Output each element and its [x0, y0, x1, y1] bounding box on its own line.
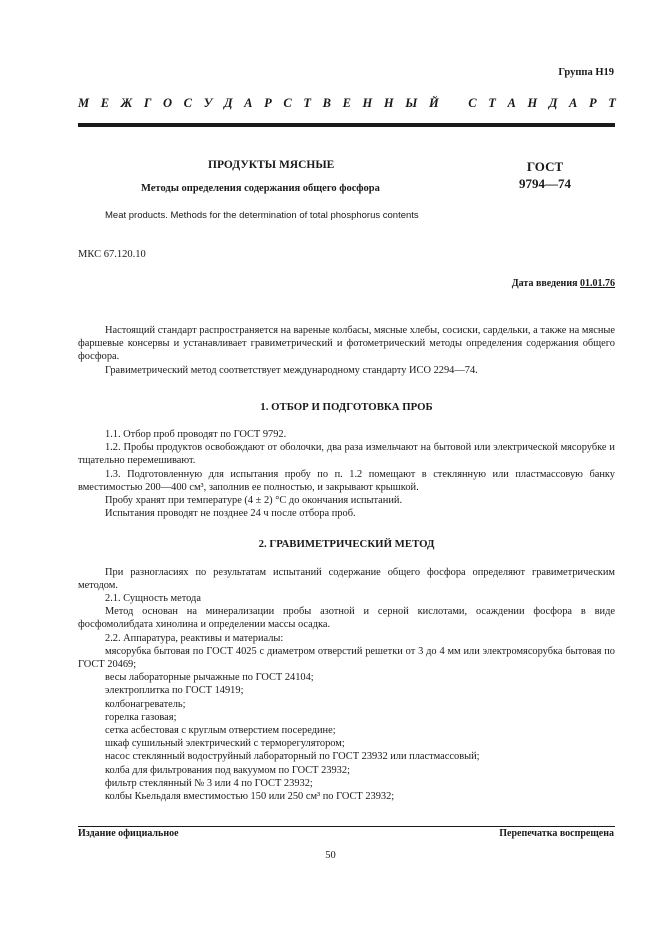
effective-date-value: 01.01.76	[580, 278, 615, 289]
masthead-letter: Т	[608, 96, 616, 110]
masthead-rule	[78, 123, 615, 127]
masthead-letter: Ж	[120, 96, 133, 110]
masthead	[78, 96, 616, 111]
masthead-letter: Р	[264, 96, 272, 110]
masthead-letter: Н	[362, 96, 373, 110]
masthead-letter: Й	[429, 96, 439, 110]
list-item: фильтр стеклянный № 3 или 4 по ГОСТ 23932;	[105, 777, 313, 789]
official-edition-note: Издание официальное	[78, 828, 179, 839]
masthead-letter: В	[322, 96, 331, 110]
masthead-letter: Д	[548, 96, 558, 110]
masthead-letter: Ы	[405, 96, 418, 110]
masthead-letter: А	[507, 96, 516, 110]
masthead-letter: А	[568, 96, 578, 110]
masthead-letter: С	[183, 96, 193, 110]
document-body	[78, 324, 615, 803]
masthead-gap	[450, 96, 456, 111]
paragraph: При разногласиях по результатам испытаний содержание общего фосфора определяют гравиметрическим методом.	[78, 566, 615, 591]
effective-date-label: Дата введения	[511, 278, 578, 289]
english-title: Meat products. Methods for the determination of total phosphorus contents	[105, 210, 419, 221]
masthead-letter: О	[163, 96, 173, 110]
paragraph: 2.1. Сущность метода	[105, 593, 201, 605]
group-code: Группа Н19	[558, 67, 614, 78]
list-item: колбонагреватель;	[105, 698, 186, 710]
masthead-letter: Е	[100, 96, 110, 110]
section-heading: 2. ГРАВИМЕТРИЧЕСКИЙ МЕТОД	[258, 538, 435, 551]
section-heading: 1. ОТБОР И ПОДГОТОВКА ПРОБ	[260, 400, 433, 413]
masthead-letter: Е	[342, 96, 351, 110]
intro-paragraph: Настоящий стандарт распространяется на вареные колбасы, мясные хлебы, сосиски, сардельки, а также на мясные фаршевые консервы и устанавливает гравиметрический и фотометрический методы определения содержания общего фосфора.	[78, 325, 615, 363]
masthead-letter: Г	[143, 96, 152, 110]
masthead-letter: А	[244, 96, 253, 110]
masthead-letter: Т	[488, 96, 496, 110]
masthead-letter: У	[203, 96, 213, 110]
page-number: 50	[325, 850, 336, 861]
list-item: мясорубка бытовая по ГОСТ 4025 с диаметром отверстий решетки от 3 до 4 мм или электромясорубка бытовая по ГОСТ 20469;	[78, 645, 615, 671]
document-title: ПРОДУКТЫ МЯСНЫЕ	[208, 159, 335, 171]
paragraph: Метод основан на минерализации пробы азотной и серной кислотами, осаждении фосфора в виде фосфомолибдата хинолина и определении массы осадка.	[78, 606, 615, 631]
mks-code: МКС 67.120.10	[78, 249, 146, 260]
masthead-letter: Р	[588, 96, 597, 110]
masthead-letter: С	[468, 96, 477, 110]
reprint-prohibited-note: Перепечатка воспрещена	[499, 828, 614, 839]
list-item: горелка газовая;	[105, 711, 177, 723]
gost-label: ГОСТ	[526, 159, 564, 174]
list-item: колба для фильтрования под вакуумом по ГОСТ 23932;	[105, 764, 350, 776]
paragraph: Пробу хранят при температуре (4 ± 2) °С до окончания испытаний.	[105, 495, 403, 507]
paragraph: Испытания проводят не позднее 24 ч после отбора проб.	[105, 508, 356, 520]
list-item: насос стеклянный водоструйный лабораторный по ГОСТ 23932 или пластмассовый;	[105, 751, 480, 763]
paragraph: 1.2. Пробы продуктов освобождают от оболочки, два раза измельчают на бытовой или электрической мясорубке и тщательно перемешивают.	[78, 442, 615, 467]
intro-paragraph: Гравиметрический метод соответствует международному стандарту ИСО 2294—74.	[105, 364, 478, 376]
masthead-letter: С	[283, 96, 292, 110]
paragraph: 2.2. Аппаратура, реактивы и материалы:	[105, 632, 284, 644]
document-subtitle: Методы определения содержания общего фосфора	[141, 183, 380, 194]
gost-number: 9794—74	[519, 176, 571, 191]
paragraph: 1.1. Отбор проб проводят по ГОСТ 9792.	[105, 429, 287, 441]
list-item: электроплитка по ГОСТ 14919;	[105, 685, 244, 697]
list-item: весы лабораторные рычажные по ГОСТ 24104;	[105, 672, 314, 684]
masthead-letter: Д	[223, 96, 233, 110]
footer-rule	[78, 826, 615, 827]
gost-designation	[515, 158, 575, 192]
effective-date	[512, 278, 615, 289]
masthead-letter: Н	[527, 96, 538, 110]
list-item: сетка асбестовая с круглым отверстием посередине;	[105, 725, 336, 737]
masthead-letter: Н	[383, 96, 394, 110]
paragraph: 1.3. Подготовленную для испытания пробу по п. 1.2 помещают в стеклянную или пластмассовую банку вместимостью 200—400 см³, заполнив ее полностью, и закрывают крышкой.	[78, 468, 615, 493]
masthead-letter: М	[78, 96, 90, 110]
list-item: шкаф сушильный электрический с терморегулятором;	[105, 738, 345, 750]
list-item: колбы Кьельдаля вместимостью 150 или 250 см³ по ГОСТ 23932;	[105, 791, 395, 803]
masthead-letter: Т	[303, 96, 311, 110]
